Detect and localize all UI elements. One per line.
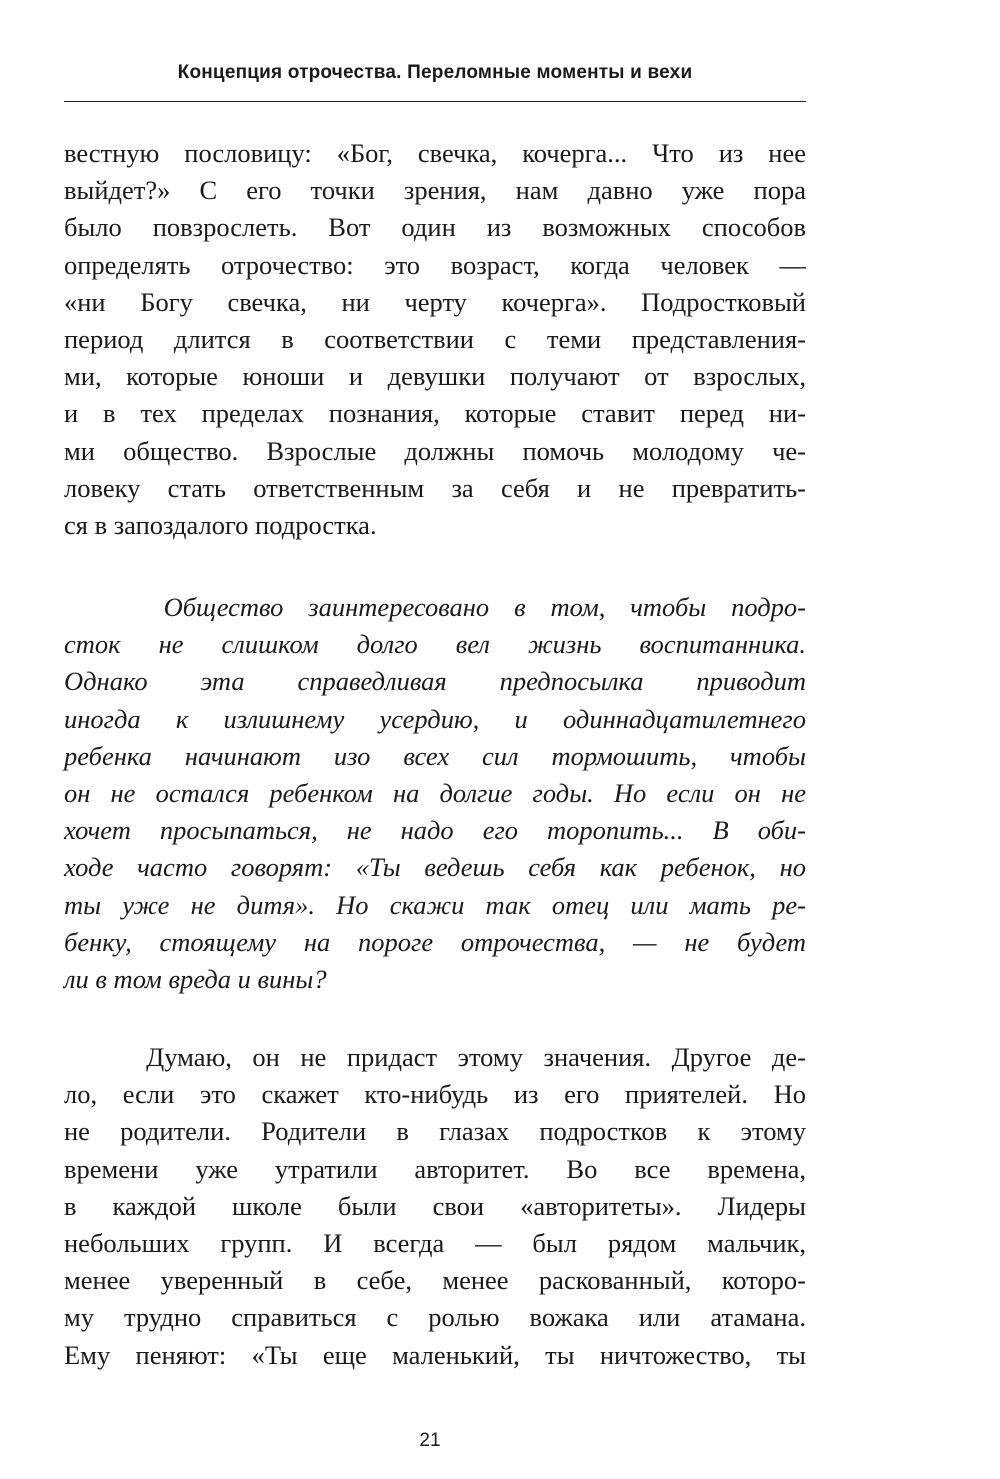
text-line: период длится в соответствии с теми представления- [64, 324, 806, 355]
text-line: ся в запоздалого подростка. [64, 510, 377, 541]
text-line: в каждой школе были свои «авторитеты». Лидеры [64, 1190, 806, 1221]
paragraph-3 [64, 1039, 806, 1374]
text-line: ребенка начинают изо всех сил тормошить, чтобы [64, 740, 806, 771]
text-line: Ему пеняют: «Ты еще маленький, ты ничтожество, ты [64, 1339, 806, 1370]
text-line: ты уже не дитя». Но скажи так отец или мать ре- [64, 889, 806, 920]
text-line: иногда к излишнему усердию, и одиннадцатилетнего [64, 703, 806, 734]
text-line: Общество заинтересовано в том, чтобы подро- [64, 592, 806, 622]
text-line: му трудно справиться с ролью вожака или атамана. [64, 1302, 806, 1333]
text-line: было повзрослеть. Вот один из возможных способов [64, 212, 806, 243]
text-line: ло, если это скажет кто-нибудь из его приятелей. Но [64, 1079, 806, 1110]
text-line: небольших групп. И всегда — был рядом мальчик, [64, 1228, 806, 1259]
text-line: ходе часто говорят: «Ты ведешь себя как ребенок, но [64, 852, 806, 883]
text-line: и в тех пределах познания, которые ставит перед ни- [64, 398, 806, 429]
text-line: не родители. Родители в глазах подростков к этому [64, 1116, 806, 1147]
paragraph-1 [64, 135, 806, 544]
text-line: сток не слишком долго вел жизнь воспитанника. [64, 629, 806, 660]
text-line: он не остался ребенком на долгие годы. Но если он не [64, 778, 806, 809]
text-line: Однако эта справедливая предпосылка приводит [64, 666, 806, 697]
page-number: 21 [419, 1430, 441, 1451]
text-line: хочет просыпаться, не надо его торопить... В оби- [64, 815, 806, 846]
text-line: «ни Богу свечка, ни черту кочерга». Подростковый [64, 286, 806, 317]
text-line: выйдет?» С его точки зрения, нам давно уже пора [64, 175, 806, 206]
text-line: бенку, стоящему на пороге отрочества, — не будет [64, 926, 806, 957]
text-line: вестную пословицу: «Бог, свечка, кочерга... Что из нее [64, 138, 806, 168]
text-line: Думаю, он не придаст этому значения. Другое де- [64, 1042, 806, 1072]
text-line: ми общество. Взрослые должны помочь молодому че- [64, 435, 806, 466]
text-line: времени уже утратили авторитет. Во все времена, [64, 1153, 806, 1184]
text-line: ми, которые юноши и девушки получают от взрослых, [64, 361, 806, 392]
header-rule [64, 101, 806, 102]
paragraph-2-italic [64, 589, 806, 998]
running-header: Концепция отрочества. Переломные моменты и вехи [177, 62, 693, 83]
text-line: определять отрочество: это возраст, когда человек — [64, 249, 806, 280]
text-line: ловеку стать ответственным за себя и не превратить- [64, 472, 806, 503]
text-line: менее уверенный в себе, менее раскованный, которо- [64, 1265, 806, 1296]
text-line: ли в том вреда и вины? [64, 964, 327, 995]
